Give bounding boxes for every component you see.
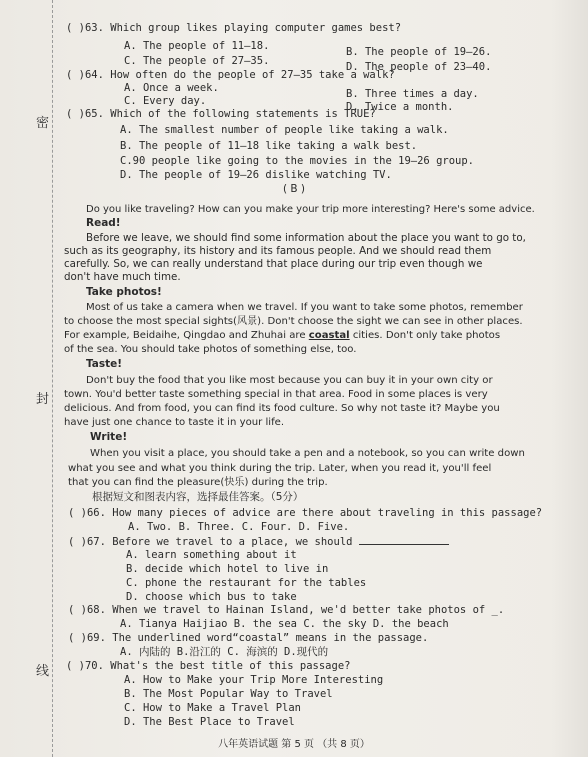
q70-option-a: A. How to Make your Trip More Interesting [124,674,384,686]
q66-options: A. Two. B. Three. C. Four. D. Five. [128,521,350,533]
taste-line-3: delicious. And from food, you can find its food culture. So why not taste it? Maybe you [64,403,500,414]
taste-title: Taste! [86,358,123,370]
read-title: Read! [86,217,121,229]
q63-option-a: A. The people of 11—18. [124,40,270,52]
q63-stem: ( )63. Which group likes playing computer games best? [66,22,402,34]
q68-options: A. Tianya Haijiao B. the sea C. the sky D. the beach [120,618,449,630]
taste-line-4: have just one chance to taste it in your life. [64,417,285,428]
coastal-word: coastal [308,330,350,341]
q64-option-a: A. Once a week. [124,82,219,94]
q68-stem: ( )68. When we travel to Hainan Island, we'd better take photos of _. [68,604,505,616]
q65-option-d: D. The people of 19—26 dislike watching TV. [120,169,392,181]
page-footer: 八年英语试题 第 5 页 （共 8 页） [218,739,370,750]
read-line-4: don't have much time. [64,271,181,283]
q67-stem [68,535,449,549]
photos-line-2: to choose the most special sights(风景). Don't choose the sight we can see in other places. [64,316,523,327]
write-line-1: When you visit a place, you should take a pen and a notebook, so you can write down [90,448,525,459]
q65-option-a: A. The smallest number of people like taking a walk. [120,124,449,136]
read-line-3: carefully. So, we can really understand that place during our trip even though we [64,258,483,270]
q67-option-a: A. learn something about it [126,549,297,561]
q67-stem-text: ( )67. Before we travel to a place, we should [68,536,353,548]
q64-option-b: B. Three times a day. [346,88,479,100]
taste-line-1: Don't buy the food that you like most because you can buy it in your own city or [86,375,493,386]
q64-option-c: C. Every day. [124,95,207,107]
photos-title: Take photos! [86,286,162,298]
photos-line-3-pre: For example, Beidaihe, Qingdao and Zhuhai are [64,330,309,341]
read-line-1: Before we leave, we should find some information about the place you want to go to, [86,232,526,244]
instruction: 根据短文和图表内容，选择最佳答案。（5分） [92,491,304,503]
part-b-intro: Do you like traveling? How can you make your trip more interesting? Here's some advice. [86,204,535,215]
binding-dashed-line [52,0,53,757]
q65-stem: ( )65. Which of the following statements is TRUE? [66,108,376,120]
q67-option-c: C. phone the restaurant for the tables [126,577,367,589]
q70-option-b: B. The Most Popular Way to Travel [124,688,333,700]
q63-option-d: D. The people of 23—40. [346,61,492,73]
write-title: Write! [90,431,128,443]
q65-option-b: B. The people of 11—18 like taking a walk best. [120,140,418,152]
q67-option-d: D. choose which bus to take [126,591,297,603]
seal-mark-feng: 封 [36,392,50,407]
write-line-2: what you see and what you think during the trip. Later, when you read it, you'll feel [68,463,492,474]
photos-line-3 [64,329,500,342]
photos-line-4: of the sea. You should take photos of something else, too. [64,344,357,355]
seal-mark-mi: 密 [36,116,50,131]
write-line-3: that you can find the pleasure(快乐) during the trip. [68,477,328,488]
q66-stem: ( )66. How many pieces of advice are there about traveling in this passage? [68,507,543,519]
q70-option-d: D. The Best Place to Travel [124,716,295,728]
q63-option-c: C. The people of 27—35. [124,55,270,67]
photos-line-1: Most of us take a camera when we travel. If you want to take some photos, remember [86,302,523,313]
q64-stem: ( )64. How often do the people of 27—35 take a walk? [66,69,395,81]
part-b-heading: ( B ) [282,183,306,195]
q67-answer-blank [359,535,449,545]
q65-option-c: C.90 people like going to the movies in the 19—26 group. [120,155,475,167]
q70-option-c: C. How to Make a Travel Plan [124,702,302,714]
q69-stem: ( )69. The underlined word“coastal” means in the passage. [68,632,429,644]
page-shadow [550,0,588,757]
q67-option-b: B. decide which hotel to live in [126,563,329,575]
q64-option-d: D. Twice a month. [346,101,454,113]
q70-stem: ( )70. What's the best title of this passage? [66,660,351,672]
seal-mark-xian: 线 [36,664,50,679]
taste-line-2: town. You'd better taste something special in that area. Food in some places is very [64,389,488,400]
q63-option-b: B. The people of 19—26. [346,46,492,58]
photos-line-3-post: cities. Don't only take photos [349,330,501,341]
read-line-2: such as its geography, its history and its famous people. And we should read them [64,245,492,257]
q69-options: A. 内陆的 B.沿江的 C. 海滨的 D.现代的 [120,646,329,658]
